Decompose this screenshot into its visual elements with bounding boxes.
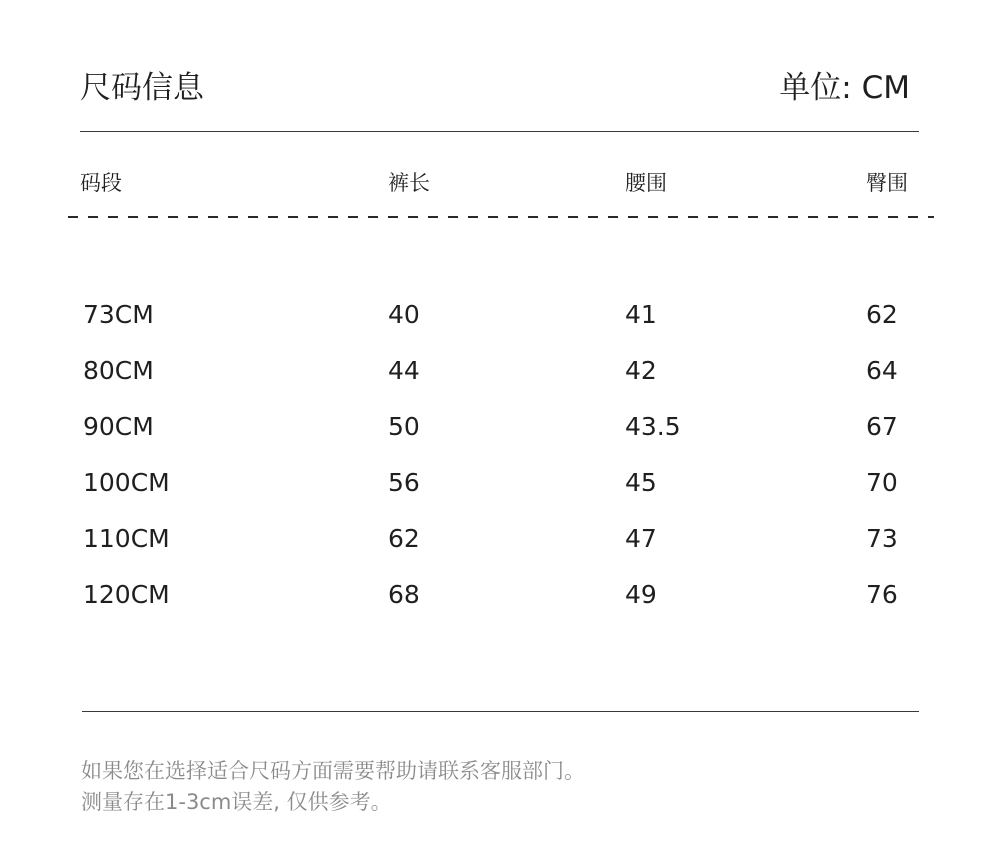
dashed-divider — [68, 216, 934, 218]
column-header-waist: 腰围 — [625, 171, 667, 195]
cell-waist: 43.5 — [625, 412, 681, 441]
footer-note-tolerance: 测量存在1-3cm误差, 仅供参考。 — [81, 790, 392, 814]
cell-length: 44 — [388, 356, 420, 385]
cell-size: 110CM — [83, 524, 170, 553]
cell-length: 50 — [388, 412, 420, 441]
cell-hip: 73 — [866, 524, 898, 553]
cell-waist: 41 — [625, 300, 657, 329]
cell-waist: 45 — [625, 468, 657, 497]
cell-waist: 49 — [625, 580, 657, 609]
cell-hip: 70 — [866, 468, 898, 497]
cell-length: 40 — [388, 300, 420, 329]
cell-waist: 47 — [625, 524, 657, 553]
cell-waist: 42 — [625, 356, 657, 385]
cell-hip: 76 — [866, 580, 898, 609]
cell-length: 56 — [388, 468, 420, 497]
column-header-size: 码段 — [80, 171, 122, 195]
cell-size: 120CM — [83, 580, 170, 609]
cell-size: 90CM — [83, 412, 154, 441]
column-header-hip: 臀围 — [866, 171, 908, 195]
cell-length: 68 — [388, 580, 420, 609]
cell-size: 73CM — [83, 300, 154, 329]
cell-hip: 62 — [866, 300, 898, 329]
top-divider — [80, 131, 919, 132]
page-title: 尺码信息 — [80, 70, 204, 106]
cell-hip: 67 — [866, 412, 898, 441]
cell-hip: 64 — [866, 356, 898, 385]
footer-note-help: 如果您在选择适合尺码方面需要帮助请联系客服部门。 — [81, 759, 585, 783]
column-header-length: 裤长 — [388, 171, 430, 195]
bottom-divider — [82, 711, 919, 712]
cell-size: 100CM — [83, 468, 170, 497]
cell-length: 62 — [388, 524, 420, 553]
cell-size: 80CM — [83, 356, 154, 385]
unit-label: 单位: CM — [779, 70, 910, 106]
